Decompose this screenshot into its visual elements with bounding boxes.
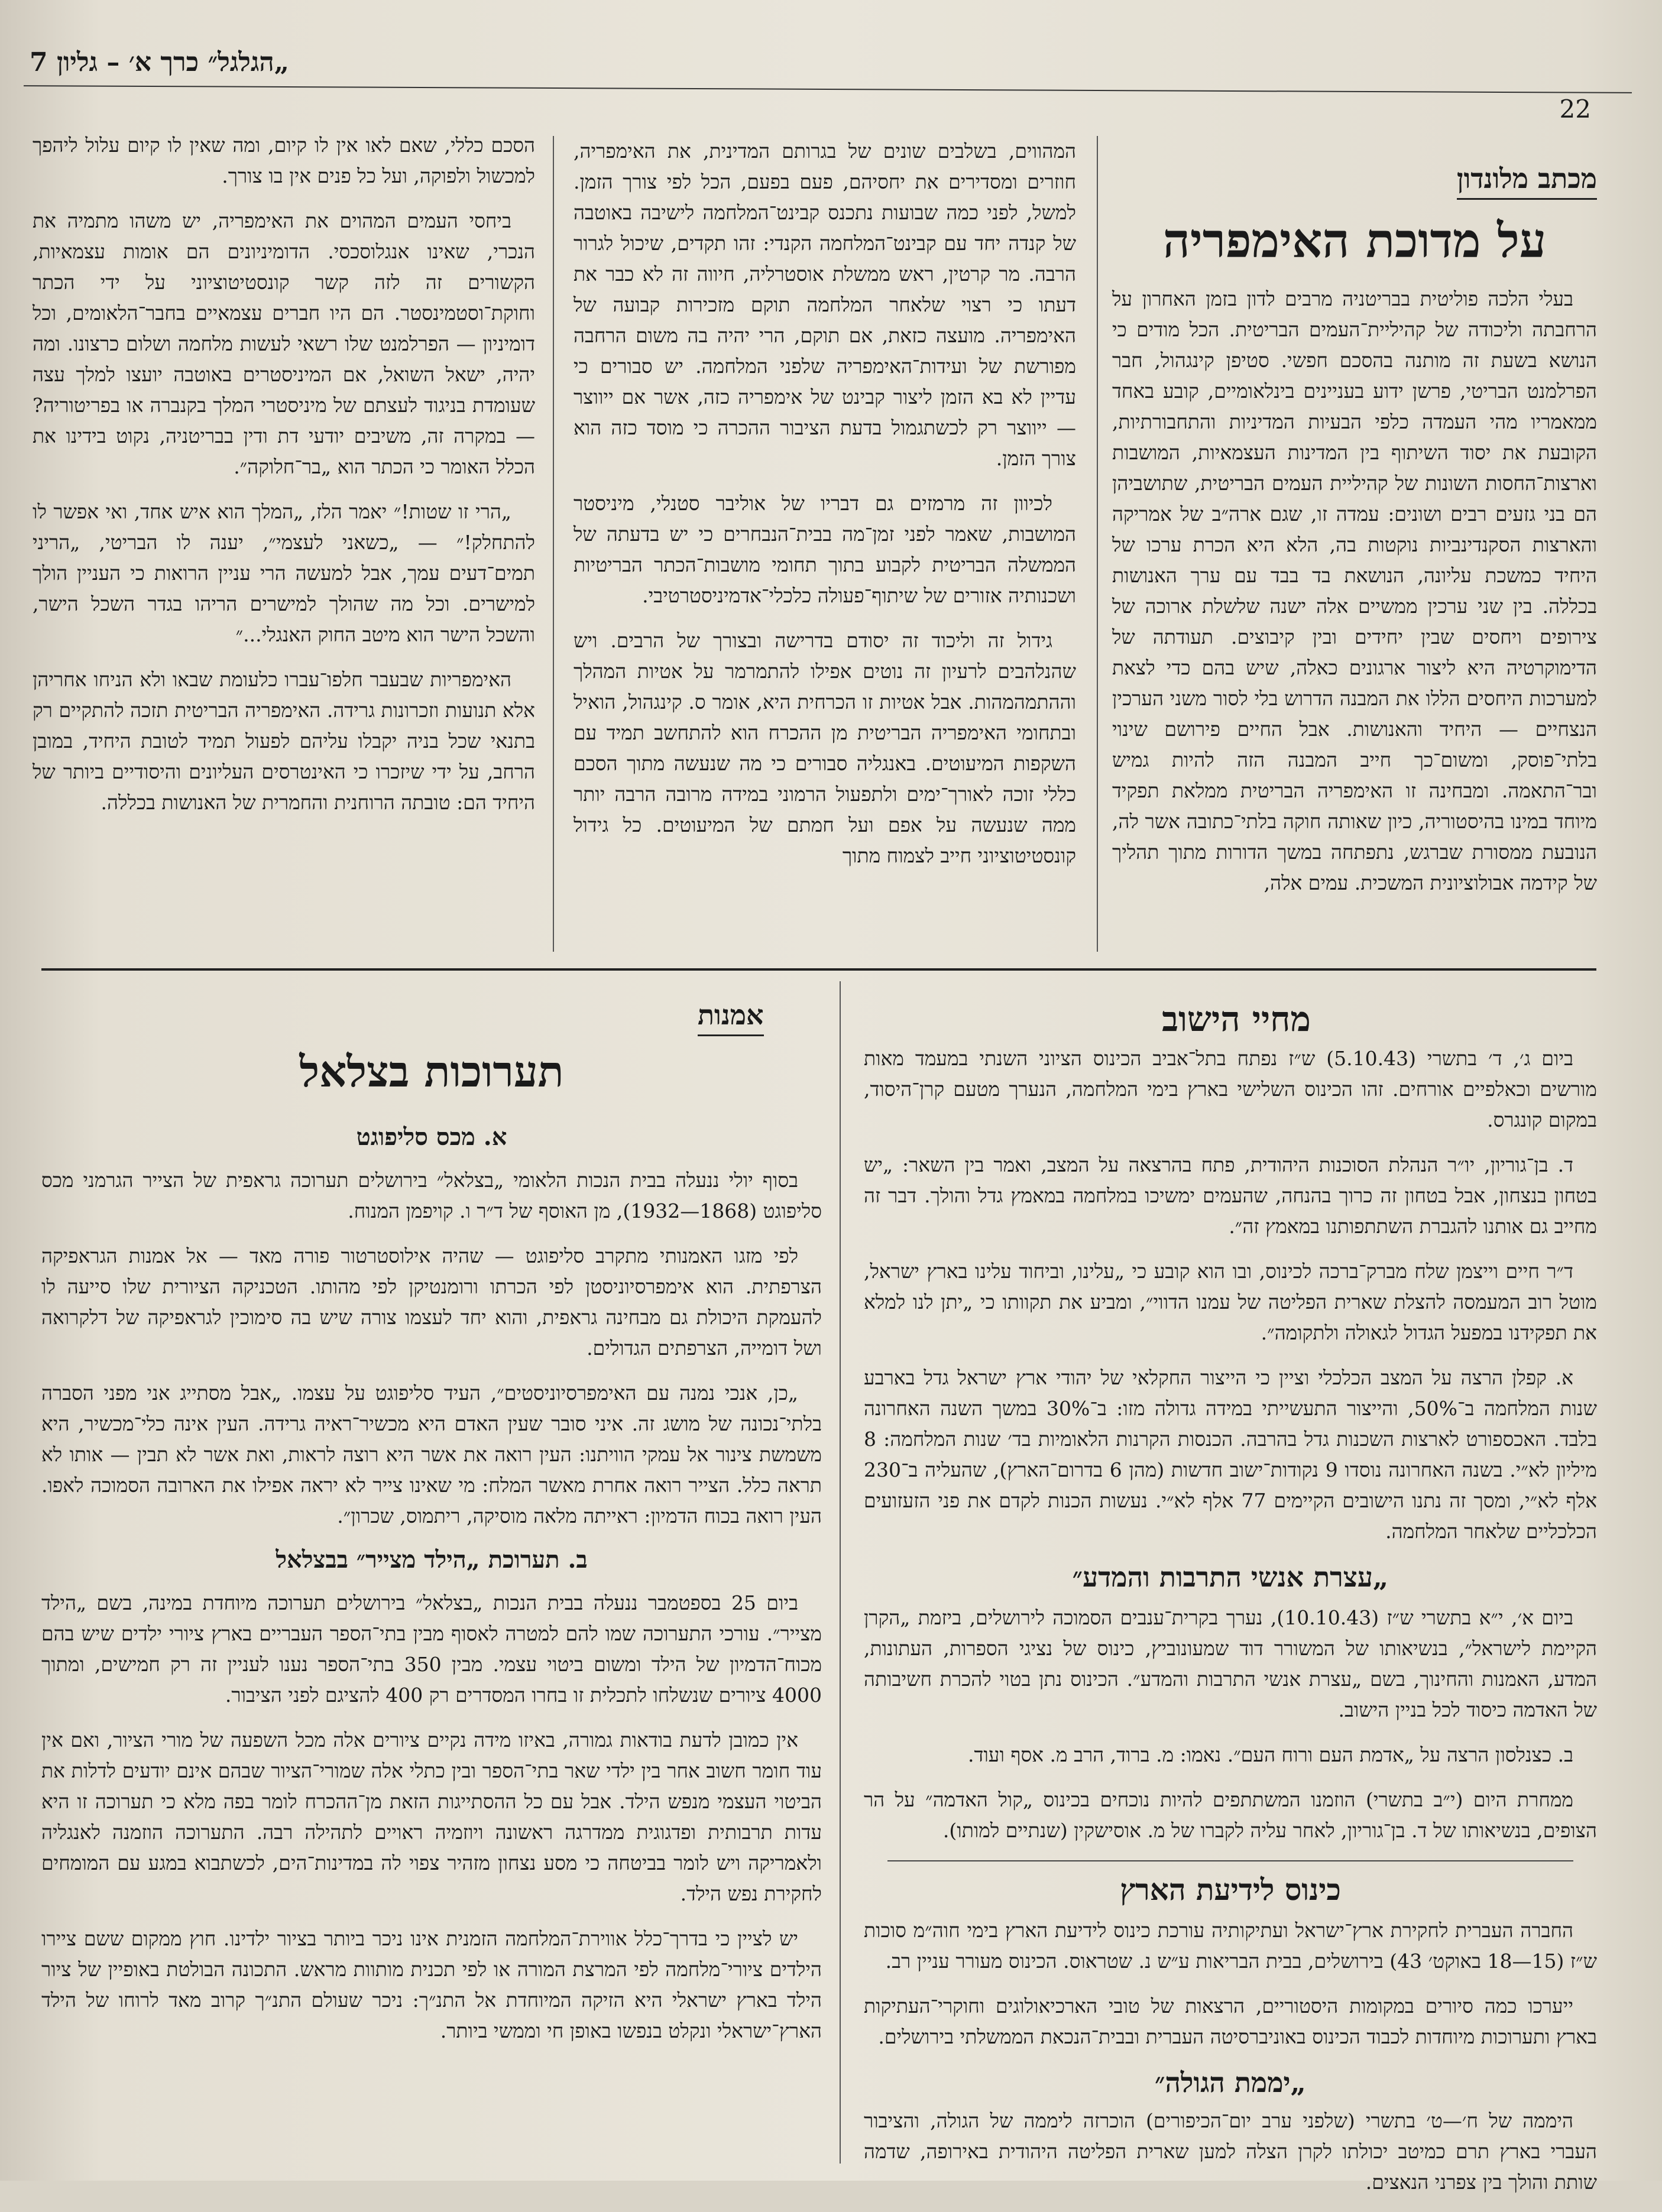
paragraph: „כן, אנכי נמנה עם האימפרסיוניסטים״, העיד סליפוגט על עצמו. „אבל מסתייג אני מפני הסברה בלתי־נכונה של מושג זה. איני סובר שעין האדם היא מכשיר־ראיה גרידה. העין אינה כלי־מכשיר, היא משמשת צינור אל עמקי הוויתנו: העין רואה את אשר היא רוצה לראות, ואת אשר לא תבין — אותו לא תראה כלל. הצייר רואה אחרת מאשר המלח: מי שאינו צייר לא יראה אפילו את הארובה הסמוכה לאפו. העין רואה בכוח הדמיון: ראייתה מלאה מוסיקה, ריתמוס, שכרון״. xyxy=(41,1381,822,1527)
paragraph: ד. בן־גוריון, יו״ר הנהלת הסוכנות היהודית, פתח בהרצאה על המצב, ואמר בין השאר: „יש בטחון בנצחון, אבל בטחון זה כרוך בהנחה, שהעמים ימשיכו במלחמה במאמץ גדל והולך. דבר זה מחייב גם אותנו להגברת השתתפותנו במאמץ זה״. xyxy=(864,1153,1597,1238)
paragraph: ביום 25 בספטמבר ננעלה בבית הנכות „בצלאל״ בירושלים תערוכה מיוחדת במינה, בשם „הילד מצייר״. עורכי התערוכה שמו להם למטרה לאסוף מבין בתי־הספר העבריים בארץ ציורי ילדים שיש בהם מכוח־הדמיון של הילד ומשום ביטוי עצמי. מבין 350 בתי־הספר נענו לעניין זה רק חמישים, ומתוך 4000 ציורים שנשלחו לתכלית זו בחרו המסדרים רק 400 להציגם לפני הציבור. xyxy=(41,1591,822,1707)
paragraph: גידול זה וליכוד זה יסודם בדרישה ובצורך של הרבים. ויש שהנלהבים לרעיון זה נוטים אפילו להתמרמר על אטיות המהלך וההתמהמהות. אבל אטיות זו הכרחית היא, אומר ס. קינגהול, הואיל ובתחומי האימפריה הבריטית מן ההכרח הוא להתחשב תמיד עם השקפות המיעוטים. באנגליה סבורים כי מה שנעשה מתוך הסכם כללי זוכה לאורך־ימים ולתפעול הרמוני במידה מרובה הרבה יותר ממה שנעשה על אפם ועל חמתם של המיעוטים. כל גידול קונסטיטוציוני חייב לצמוח מתוך xyxy=(574,629,1076,867)
paragraph: לפי מזגו האמנותי מתקרב סליפוגט — שהיה אילוסטרטור פורה מאד — אל אמנות הגראפיקה הצרפתית. הוא אימפרסיוניסטן לפי הכרתו ורומנטיקן לפי מהותו. הטכניקה הציורית שלו סייעה לו להעמקת היכולת גם מבחינה גראפית, והוא יחד לעצמו צורה שיש בה סימוכין לגראפיקה של דלקרואה ושל דומייה, הצרפתים הגדולים. xyxy=(41,1244,822,1360)
paragraph: ביחסי העמים המהוים את האימפריה, יש משהו מתמיה את הנכרי, שאינו אנגלוסכסי. הדומיניונים הם אומות עצמאיות, הקשורים זה לזה קשר קונסטיטוציוני על ידי הכתר וחוקת־וסטמינסטר. הם היו חברים עצמאיים בחבר־הלאומים, וכל דומיניון — הפרלמנט שלו רשאי לעשות מלחמה ושלום כרצונו. ומה יהיה, ישאל השואל, אם המיניסטרים באוטבה יועצו למלך עצה שעומדת בניגוד לעצתם של מיניסטרי המלך בקנברה או בפריטוריה? — במקרה זה, משיבים יודעי דת ודין בבריטניה, נקוט בידינו את הכלל האומר כי הכתר הוא „בר־חלוקה״. xyxy=(33,209,535,478)
paragraph: יש לציין כי בדרך־כלל אווירת־המלחמה הזמנית אינו ניכר ביותר בציור ילדינו. חוץ ממקום ששם ציירו הילדים ציורי־מלחמה לפי המרצת המורה או לפי תכנית מותוות מראש. התכונה הבולטת באופיין של ציור הילד בארץ ישראלי היא הזיקה המיוחדת אל התנ״ך: ניכר שעולם התנ״ך קרוב מאד לרוחו של הילד הארץ־ישראלי ונקלט בנפשו באופן חי וממשי ביותר. xyxy=(41,1927,822,2042)
london-column-2 xyxy=(574,136,1076,886)
section-title-yishuv: מחיי הישוב xyxy=(1162,999,1311,1039)
subsection-title-slevogt: א. מכס סליפוגט xyxy=(356,1123,507,1151)
paragraph: ביום א׳, י״א בתשרי ש״ז (10.10.43), נערך בקרית־ענבים הסמוכה לירושלים, ביזמת „הקרן הקיימת לישראל״, בנשיאותו של המשורר דוד שמעונוביץ, כינוס של נציגי הספרות, העתונות, המדע, האמנות והחינוך, בשם „עצרת אנשי התרבות והמדע״. הכינוס נתן בטוי להכרת חשיבותה של האדמה כיסוד לכל בניין הישוב. xyxy=(864,1606,1597,1721)
column-rule xyxy=(553,136,554,952)
paragraph: א. קפלן הרצה על המצב הכלכלי וציין כי הייצור החקלאי של יהודי ארץ ישראל גדל בארבע שנות המלחמה ב־50%, והייצור התעשייתי במידה גדולה מזו: ב־30% במשך השנה האחרונה בלבד. האכספורט לארצות השכנות גדל בהרבה. הכנסות הקרנות הלאומיות בד׳ שנות המלחמה: 8 מיליון לא״י. בשנה האחרונה נוסדו 9 נקודות־ישוב חדשות (מהן 6 בדרום־הארץ), שהעליה ב־230 אלף לא״י, ומסך זה נתנו הישובים הקיימים 77 אלף לא״י. נעשות הכנות לקדם את פני הזעזועים הכלכליים שלאחר המלחמה. xyxy=(864,1366,1598,1543)
art-column xyxy=(41,1123,822,2061)
header-rule xyxy=(24,85,1632,93)
paragraph: ייערכו כמה סיורים במקומות היסטוריים, הרצאות של טובי הארכיאולוגים וחוקרי־העתיקות בארץ ותערוכות מיוחדות לכבוד הכינוס באוניברסיטה העברית ובבית־הנכאת הממשלתי בירושלים. xyxy=(864,1994,1597,2048)
subsection-title-kinus: כינוס לידיעת הארץ xyxy=(1120,1872,1341,1907)
section-label-art: אמנות xyxy=(698,999,764,1036)
paragraph: „הרי זו שטות!״ יאמר הלז, „המלך הוא איש אחד, ואי אפשר לו להתחלק!״ — „כשאני לעצמי״, יענה לו הבריטי, „הריני תמים־דעים עמך, אבל למעשה הרי עניין הרואות כי העניין הולך למישרים. וכל מה שהולך למישרים הריהו בגדר השכל הישר, והשכל הישר הוא מיטב החוק האנגלי...״ xyxy=(33,500,535,646)
paragraph: ד״ר חיים וייצמן שלח מברק־ברכה לכינוס, ובו הוא קובע כי „עלינו, וביחוד עלינו בארץ ישראל, מוטל רוב המעמסה להצלת שארית הפליטה של עמנו הדווי״, ומביע את תקוותו כי „יתן לנו למלא את תפקידנו במפעל הגדול לגאולה ולתקומה״. xyxy=(864,1260,1597,1344)
paragraph: הסכם כללי, שאם לאו אין לו קיום, ומה שאין לו קיום עלול ליהפך למכשול ולפוקה, ועל כל פנים אין בו צורך. xyxy=(33,134,535,187)
section-label-london: מכתב מלונדון xyxy=(1457,163,1597,200)
paragraph: בעלי הלכה פוליטית בבריטניה מרבים לדון בזמן האחרון על הרחבתה וליכודה של קהיליית־העמים הבריטית. הכל מודים כי הנושא בשעת זה מותנה בהסכם חפשי. סטיפן קינגהול, חבר הפרלמנט הבריטי, פרשן ידוע בעניינים בינלאומיים, קובע באחד ממאמריו מהי העמדה כלפי הבעיות המדיניות והתחבורתיות, הקובעת את יסוד השיתוף בין המדינות העצמאיות, המושבות וארצות־החסות השונות של קהיליית העמים הבריטית, שתושביהן הם בני גזעים רבים ושונים: עמדה זו, שגם ארה״ב של אמריקה והארצות הסקנדינביות נוקטות בה, הלא היא הכרת ערכו של היחיד כמשכת עליונה, הנושאת בד בבד עם ערך האנושות בכללה. בין שני ערכין ממשיים אלה ישנה שלשלת ארוכה של צירופים ויחסים שבין יחידים ובין קיבוצים. תעודתה של הדימוקרטיה היא ליצור ארגונים כאלה, שיש בהם כדי לצאת למערכות היחסים הללו את המבנה הדרוש בלי לסור משני הערכין הנצחיים — היחיד והאנושות. אבל החיים פירושם שינוי בלתי־פוסק, ומשום־כך חייב המבנה הזה להיות גמיש ובר־התאמה. ומבחינה זו האימפריה הבריטית ממלאת תפקיד מיוחד במינו בהיסטוריה, כיון שאותה חוקה בלתי־כתובה אשר לה, הנובעת ממסורת שברגש, נתפתחה במשך הדורות מתוך תהליך של קידמה אבולוציונית המשכית. עמים אלה, xyxy=(1112,287,1597,894)
paragraph: האימפריות שבעבר חלפו־עברו כלעומת שבאו ולא הניחו אחריהן אלא תנועות וזכרונות גרידה. האימפריה הבריטית תזכה להתקיים רק בתנאי שכל בניה יקבלו עליהם לפעול תמיד לטובת היחיד, במובן הרחב, על ידי שיזכרו כי האינטרסים העליונים והיסודיים ביותר של היחיד הם: טובתה הרוחנית והחמרית של האנושות בכללה. xyxy=(33,668,535,814)
yishuv-column xyxy=(864,1043,1597,2212)
subsection-title-golah: „יממת הגולה״ xyxy=(1155,2067,1306,2099)
paragraph: אין כמובן לדעת בודאות גמורה, באיזו מידה נקיים ציורים אלה מכל השפעה של מורי הציור, ואם אין עוד חומר חשוב אחר בין ילדי שאר בתי־הספר ובין כתלי אלה שמורי־הציור שבהם אינם יודעים לדלות את הביטוי העצמי מנפש הילד. אבל עם כל ההסתייגות הזאת מן־ההכרח לומר בפה מלא כי תערוכה זו היא עדות תרבותית ופדגוגית ממדרגה ראשונה ויוזמיה ראויים לתהילה רבה. התערוכה הוזמנה לאנגליה ולאמריקה ויש לומר בביטחה כי מסע נצחון מזהיר צפוי לה במדינות־הים, לכשתבוא במגע עם המומחים לחקירת נפש הילד. xyxy=(41,1728,822,1905)
paragraph: ביום ג׳, ד׳ בתשרי (5.10.43) ש״ז נפתח בתל־אביב הכינוס הציוני השנתי במעמד מאות מורשים וכאלפיים אורחים. זהו הכינוס השלישי בארץ בימי המלחמה, הנערך מטעם קרן־היסוד, במקום קונגרס. xyxy=(864,1047,1597,1131)
article-title-empire: על מדוכת האימפריה xyxy=(1162,213,1547,268)
horizontal-rule xyxy=(41,968,1596,971)
paragraph: היממה של ח׳—ט׳ בתשרי (שלפני ערב יום־הכיפורים) הוכרזה ליממה של הגולה, והציבור העברי בארץ תרם כמיטב יכולתו לקרן הצלה למען שארית הפליטה היהודית באירופה, שדמה שותת והולך בין צפרני הנאצים. xyxy=(864,2109,1597,2194)
paragraph: בסוף יולי ננעלה בבית הנכות הלאומי „בצלאל״ בירושלים תערוכה גראפית של הצייר הגרמני מכס סליפוגט (1868—1932), מן האוסף של ד״ר ו. קויפמן המנוח. xyxy=(41,1169,822,1222)
london-column-1 xyxy=(1112,284,1597,913)
column-rule xyxy=(1097,136,1098,952)
london-column-3 xyxy=(33,130,535,832)
page-number: 22 xyxy=(1559,95,1591,124)
paragraph: ממחרת היום (י״ב בתשרי) הוזמנו המשתתפים להיות נוכחים בכינוס „קול האדמה״ על הר הצופים, בנשיאותו של ד. בן־גוריון, לאחר עליה לקברו של מ. אוסישקין (שנתיים למותו). xyxy=(864,1788,1597,1842)
running-head: „הגלגל״ כרך א׳ – גליון 7 xyxy=(30,47,290,77)
divider xyxy=(887,1860,1573,1861)
article-title-bezalel: תערוכות בצלאל xyxy=(299,1046,564,1097)
paragraph: החברה העברית לחקירת ארץ־ישראל ועתיקותיה עורכת כינוס לידיעת הארץ בימי חוה״מ סוכות ש״ז (15—18 באוקט׳ 43) בירושלים, בבית הבריאות ע״ש נ. שטראוס. הכינוס מעורר עניין רב. xyxy=(864,1919,1597,1973)
paragraph: המהווים, בשלבים שונים של בגרותם המדינית, את האימפריה, חוזרים ומסדירים את יחסיהם, פעם בפעם, הכל לפי צורך הזמן. למשל, לפני כמה שבועות נתכנס קבינט־המלחמה לישיבה באוטבה של קנדה יחד עם קבינט־המלחמה הקנדי: זהו תקדים, שיכול לגרור הרבה. מר קרטין, ראש ממשלת אוסטרליה, חיווה זה לא כבר את דעתו כי רצוי שלאחר המלחמה תוקם מזכירות קבועה של האימפריה. מועצה כזאת, אם תוקם, הרי יהיה בה משום הרחבה מפורשת של ועידות־האימפריה שלפני המלחמה. יש סבורים כי עדיין לא בא הזמן ליצור קבינט של אימפריה כזה, אשר אם ייווצר — ייווצר רק לכשתגמול בדעת הציבור ההכרה כי מוסד כזה הוא צורך הזמן. xyxy=(574,140,1076,470)
paragraph: ב. כצנלסון הרצה על „אדמת העם ורוח העם״. נאמו: מ. ברוד, הרב מ. אסף ועוד. xyxy=(967,1743,1573,1766)
subsection-title-child-paints: ב. תערוכת „הילד מצייר״ בבצלאל xyxy=(276,1546,588,1574)
paragraph: לכיוון זה מרמזים גם דבריו של אוליבר סטנלי, מיניסטר המושבות, שאמר לפני זמן־מה בבית־הנבחרים כי יש בדעתה של הממשלה הבריטית לקבוע בתוך תחומי מושבות־הכתר הבריטיות ושכנותיה אזורים של שיתוף־פעולה כלכלי־אדמיניסטרטיבי. xyxy=(574,492,1076,607)
subsection-title-atzeret: „עצרת אנשי התרבות והמדע״ xyxy=(1072,1561,1389,1593)
column-rule xyxy=(840,981,841,2164)
